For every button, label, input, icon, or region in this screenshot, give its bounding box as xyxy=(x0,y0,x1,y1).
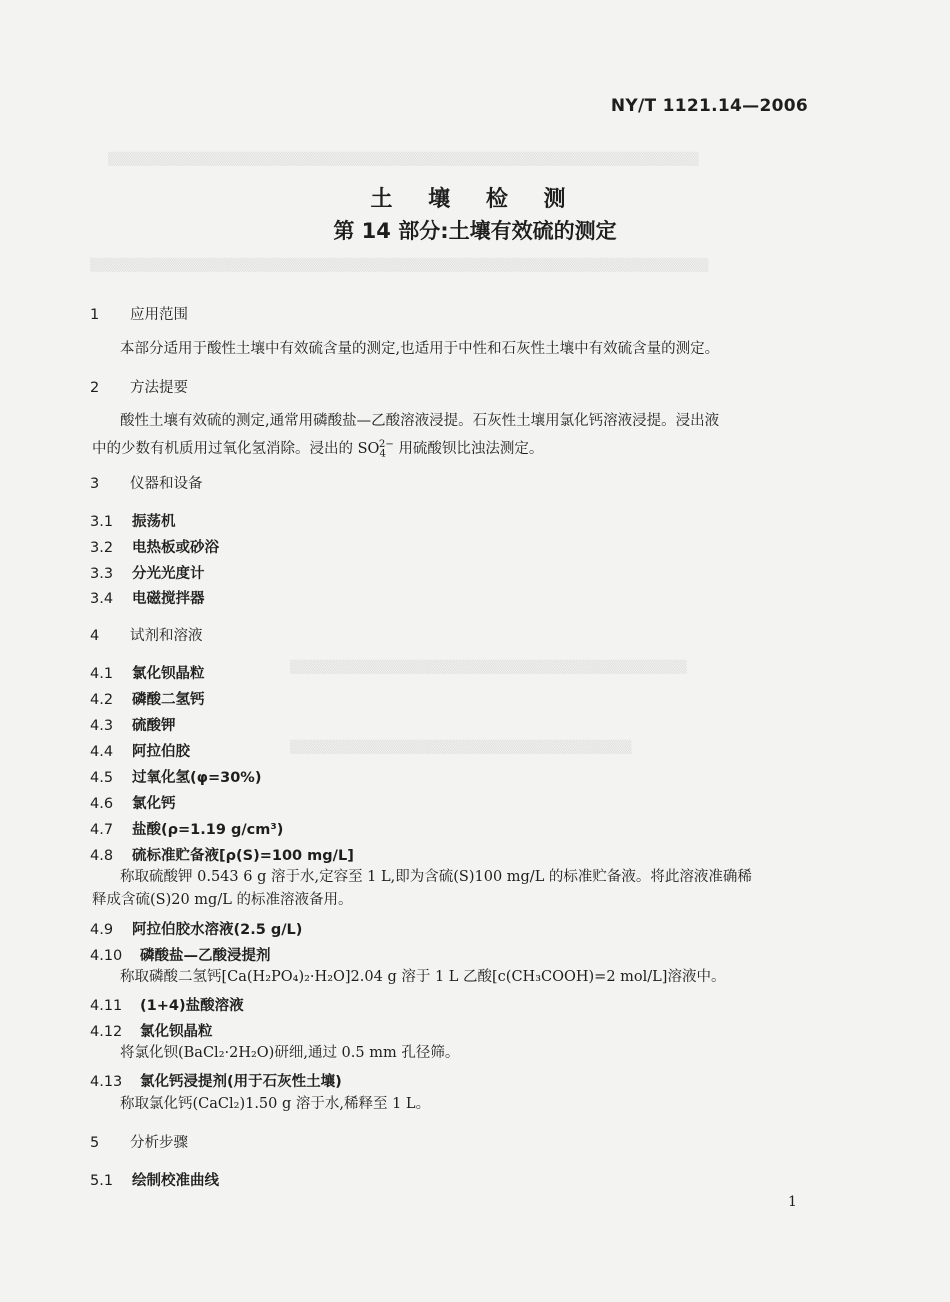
standard-code: NY/T 1121.14—2006 xyxy=(610,96,808,116)
subsection-heading: 4.9 阿拉伯胶水溶液(2.5 g/L) xyxy=(90,922,303,938)
subsection-heading: 4.3 硫酸钾 xyxy=(90,718,176,734)
paragraph: 称取磷酸二氢钙[Ca(H₂PO₄)₂·H₂O]2.04 g 溶于 1 L 乙酸[c(CH₃COOH)=2 mol/L]溶液中。 xyxy=(120,969,726,985)
subsection-heading: 3.3 分光光度计 xyxy=(90,566,205,582)
page-number: 1 xyxy=(788,1194,797,1210)
bleed-through: ▒▒▒▒▒▒▒▒▒▒▒▒▒▒▒▒▒▒▒▒▒▒▒▒▒▒▒▒▒▒▒▒▒▒▒▒▒▒▒▒▒▒▒▒▒▒▒▒▒▒▒▒▒▒▒▒▒▒▒▒▒▒▒▒▒▒▒ xyxy=(90,258,709,272)
subsection-heading: 3.1 振荡机 xyxy=(90,514,176,530)
subsection-heading: 4.5 过氧化氢(φ=30%) xyxy=(90,770,262,786)
subsection-heading: 3.2 电热板或砂浴 xyxy=(90,540,219,556)
paragraph: 将氯化钡(BaCl₂·2H₂O)研细,通过 0.5 mm 孔径筛。 xyxy=(120,1045,460,1061)
subsection-heading: 4.6 氯化钙 xyxy=(90,796,176,812)
section-heading: 2 方法提要 xyxy=(90,380,188,396)
bleed-through: ▒▒▒▒▒▒▒▒▒▒▒▒▒▒▒▒▒▒▒▒▒▒▒▒▒▒▒▒▒▒▒▒▒▒▒▒▒▒▒▒▒▒▒ xyxy=(290,660,687,674)
section-heading: 3 仪器和设备 xyxy=(90,476,203,492)
bleed-through: ▒▒▒▒▒▒▒▒▒▒▒▒▒▒▒▒▒▒▒▒▒▒▒▒▒▒▒▒▒▒▒▒▒▒▒▒▒ xyxy=(290,740,632,754)
subsection-heading: 4.4 阿拉伯胶 xyxy=(90,744,190,760)
subsection-heading: 4.12 氯化钡晶粒 xyxy=(90,1024,213,1040)
paragraph: 称取氯化钙(CaCl₂)1.50 g 溶于水,稀释至 1 L。 xyxy=(120,1096,431,1112)
paragraph: 称取硫酸钾 0.543 6 g 溶于水,定容至 1 L,即为含硫(S)100 mg/L 的标准贮备液。将此溶液准确稀 xyxy=(120,869,752,885)
paragraph: 中的少数有机质用过氧化氢消除。浸出的 $SO_4^{2-}$ 用硫酸钡比浊法测定。 xyxy=(92,439,544,460)
bleed-through: ▒▒▒▒▒▒▒▒▒▒▒▒▒▒▒▒▒▒▒▒▒▒▒▒▒▒▒▒▒▒▒▒▒▒▒▒▒▒▒▒▒▒▒▒▒▒▒▒▒▒▒▒▒▒▒▒▒▒▒▒▒▒▒▒ xyxy=(108,152,699,166)
doc-subtitle: 第 14 部分:土壤有效硫的测定 xyxy=(333,219,617,243)
section-heading: 4 试剂和溶液 xyxy=(90,628,203,644)
doc-title: 土 壤 检 测 xyxy=(370,187,580,212)
paragraph: 酸性土壤有效硫的测定,通常用磷酸盐—乙酸溶液浸提。石灰性土壤用氯化钙溶液浸提。浸出液 xyxy=(120,413,720,429)
subsection-heading: 4.8 硫标准贮备液[ρ(S)=100 mg/L] xyxy=(90,848,354,864)
section-heading: 5 分析步骤 xyxy=(90,1135,188,1151)
subsection-heading: 4.2 磷酸二氢钙 xyxy=(90,692,205,708)
paragraph: 释成含硫(S)20 mg/L 的标准溶液备用。 xyxy=(92,892,353,908)
section-heading: 1 应用范围 xyxy=(90,307,188,323)
subsection-heading: 5.1 绘制校准曲线 xyxy=(90,1173,219,1189)
paragraph: 本部分适用于酸性土壤中有效硫含量的测定,也适用于中性和石灰性土壤中有效硫含量的测定。 xyxy=(120,341,720,357)
subsection-heading: 4.13 氯化钙浸提剂(用于石灰性土壤) xyxy=(90,1074,342,1090)
subsection-heading: 4.11 (1+4)盐酸溶液 xyxy=(90,998,244,1014)
subsection-heading: 4.1 氯化钡晶粒 xyxy=(90,666,205,682)
subsection-heading: 3.4 电磁搅拌器 xyxy=(90,591,205,607)
subsection-heading: 4.7 盐酸(ρ=1.19 g/cm³) xyxy=(90,822,284,838)
subsection-heading: 4.10 磷酸盐—乙酸浸提剂 xyxy=(90,948,271,964)
